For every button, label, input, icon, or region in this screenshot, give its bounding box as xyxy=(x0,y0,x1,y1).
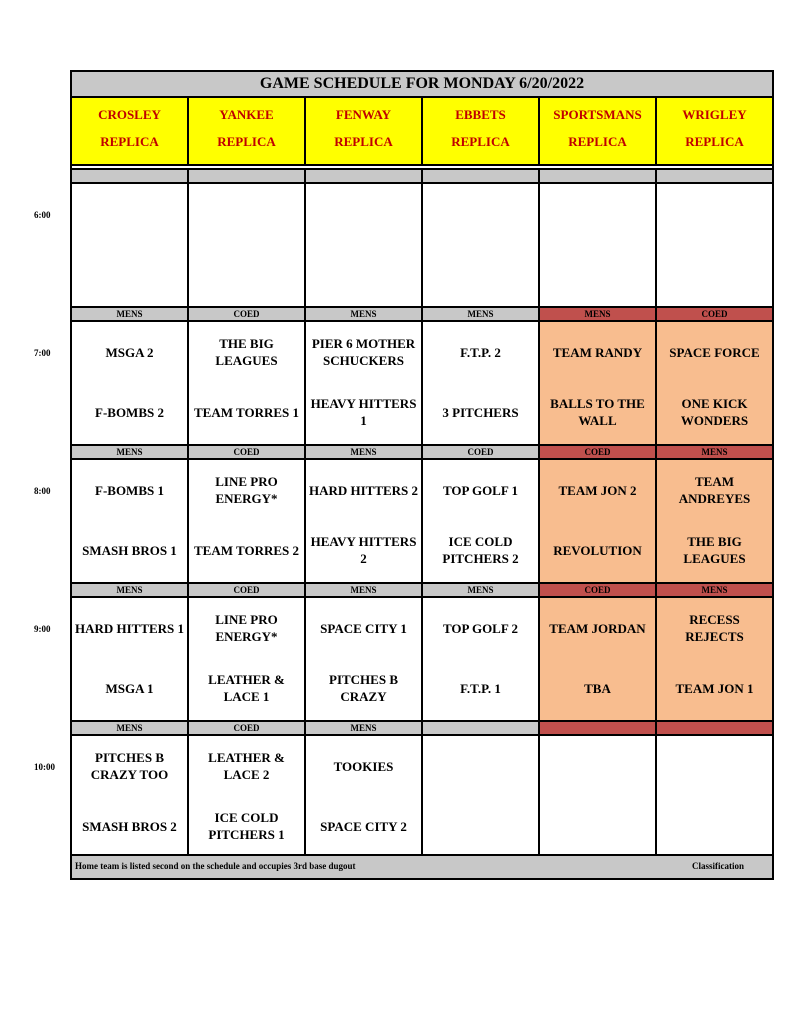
away-team: HARD HITTERS 1 xyxy=(74,620,185,636)
footer-note: Home team is listed second on the schedule and occupies 3rd base dugout xyxy=(75,861,356,871)
away-team: TEAM JORDAN xyxy=(549,620,646,636)
away-team: TEAM ANDREYES xyxy=(678,474,751,506)
time-slot-row xyxy=(72,598,772,720)
away-team xyxy=(191,188,302,240)
time-label: 8:00 xyxy=(34,486,51,496)
game-cell xyxy=(306,184,423,306)
field-header-sportsmans xyxy=(540,98,657,166)
game-cell xyxy=(657,322,772,444)
game-cell xyxy=(72,598,189,720)
game-cell xyxy=(657,598,772,720)
classification-label xyxy=(189,168,306,184)
home-team xyxy=(542,800,653,852)
game-cell xyxy=(423,460,540,582)
field-name: CROSLEY xyxy=(98,107,161,122)
away-team xyxy=(425,740,536,792)
field-header-yankee xyxy=(189,98,306,166)
away-team: RECESS REJECTS xyxy=(685,612,744,644)
game-cell xyxy=(540,598,657,720)
game-cell xyxy=(423,736,540,858)
home-team xyxy=(659,800,770,852)
schedule-sheet xyxy=(70,70,774,880)
field-name: FENWAY xyxy=(335,107,392,122)
away-team xyxy=(659,740,770,792)
page-title: GAME SCHEDULE FOR MONDAY 6/20/2022 xyxy=(72,72,772,98)
away-team: SPACE FORCE xyxy=(669,344,760,360)
away-team: LINE PRO ENERGY* xyxy=(215,612,278,644)
classification-label xyxy=(72,168,189,184)
home-team xyxy=(425,800,536,852)
classification-label xyxy=(423,720,540,736)
classification-label: MENS xyxy=(306,306,423,322)
classification-label xyxy=(306,168,423,184)
game-cell xyxy=(540,736,657,858)
home-team: TEAM TORRES 1 xyxy=(194,404,299,420)
home-team: ICE COLD PITCHERS 1 xyxy=(208,810,285,842)
home-team xyxy=(308,248,419,300)
classification-label: MENS xyxy=(657,582,772,598)
away-team xyxy=(542,740,653,792)
game-cell xyxy=(423,184,540,306)
game-cell xyxy=(189,460,306,582)
footer xyxy=(72,854,772,878)
away-team: PIER 6 MOTHER SCHUCKERS xyxy=(311,336,416,368)
classification-label: MENS xyxy=(423,306,540,322)
home-team: THE BIG LEAGUES xyxy=(683,534,746,566)
home-team: SPACE CITY 2 xyxy=(320,818,407,834)
classification-row xyxy=(72,582,772,598)
field-header-row xyxy=(72,98,772,166)
classification-label: COED xyxy=(189,720,306,736)
classification-row xyxy=(72,168,772,184)
time-label: 7:00 xyxy=(34,348,51,358)
classification-label: MENS xyxy=(657,444,772,460)
classification-legend: Classification xyxy=(691,861,744,871)
time-label: 10:00 xyxy=(34,762,55,772)
time-slot-row xyxy=(72,736,772,858)
away-team xyxy=(659,188,770,240)
time-slot-row xyxy=(72,322,772,444)
game-cell xyxy=(657,460,772,582)
classification-label xyxy=(540,720,657,736)
classification-label xyxy=(657,720,772,736)
field-header-fenway xyxy=(306,98,423,166)
away-team: TEAM JON 2 xyxy=(558,482,637,498)
home-team: F-BOMBS 2 xyxy=(95,404,164,420)
home-team: 3 PITCHERS xyxy=(442,404,519,420)
classification-label xyxy=(423,168,540,184)
field-name: WRIGLEY xyxy=(682,107,747,122)
away-team xyxy=(74,188,185,240)
home-team: TBA xyxy=(584,680,611,696)
field-name: EBBETS xyxy=(455,107,506,122)
home-team: TEAM TORRES 2 xyxy=(194,542,299,558)
time-slot-row xyxy=(72,184,772,306)
home-team xyxy=(74,248,185,300)
game-cell xyxy=(306,322,423,444)
time-label: 6:00 xyxy=(34,210,51,220)
home-team: LEATHER & LACE 1 xyxy=(208,672,285,704)
classification-label xyxy=(540,168,657,184)
field-sub: REPLICA xyxy=(217,134,276,149)
home-team: HEAVY HITTERS 1 xyxy=(310,396,417,428)
away-team xyxy=(308,188,419,240)
home-team: PITCHES B CRAZY xyxy=(329,672,398,704)
classification-label: COED xyxy=(189,582,306,598)
away-team xyxy=(425,188,536,240)
away-team: SPACE CITY 1 xyxy=(320,620,407,636)
away-team: HARD HITTERS 2 xyxy=(308,482,419,498)
away-team: TEAM RANDY xyxy=(552,344,643,360)
field-sub: REPLICA xyxy=(334,134,393,149)
away-team: F-BOMBS 1 xyxy=(95,482,164,498)
home-team xyxy=(542,248,653,300)
field-sub: REPLICA xyxy=(451,134,510,149)
classification-label: MENS xyxy=(423,582,540,598)
field-header-ebbets xyxy=(423,98,540,166)
classification-row xyxy=(72,306,772,322)
classification-label: COED xyxy=(540,444,657,460)
away-team: THE BIG LEAGUES xyxy=(215,336,278,368)
home-team: SMASH BROS 2 xyxy=(82,818,177,834)
classification-label: MENS xyxy=(72,306,189,322)
home-team: BALLS TO THE WALL xyxy=(550,396,645,428)
home-team: HEAVY HITTERS 2 xyxy=(310,534,417,566)
home-team xyxy=(191,248,302,300)
home-team: MSGA 1 xyxy=(105,680,154,696)
field-name: SPORTSMANS xyxy=(553,107,642,122)
game-cell xyxy=(72,460,189,582)
game-cell xyxy=(657,736,772,858)
time-slot-row xyxy=(72,460,772,582)
game-cell xyxy=(72,322,189,444)
game-cell xyxy=(189,598,306,720)
away-team: TOOKIES xyxy=(333,758,394,774)
field-name: YANKEE xyxy=(219,107,274,122)
away-team: TOP GOLF 2 xyxy=(442,620,519,636)
away-team: TOP GOLF 1 xyxy=(442,482,519,498)
away-team: LINE PRO ENERGY* xyxy=(215,474,278,506)
home-team: F.T.P. 1 xyxy=(460,680,501,696)
game-cell xyxy=(540,460,657,582)
field-sub: REPLICA xyxy=(100,134,159,149)
classification-label: MENS xyxy=(306,582,423,598)
field-header-wrigley xyxy=(657,98,772,166)
game-cell xyxy=(306,736,423,858)
time-label: 9:00 xyxy=(34,624,51,634)
game-cell xyxy=(189,736,306,858)
away-team: F.T.P. 2 xyxy=(460,344,501,360)
home-team: SMASH BROS 1 xyxy=(82,542,177,558)
game-cell xyxy=(306,460,423,582)
classification-label: COED xyxy=(189,444,306,460)
game-cell xyxy=(189,322,306,444)
game-cell xyxy=(72,736,189,858)
classification-label: COED xyxy=(189,306,306,322)
home-team: ICE COLD PITCHERS 2 xyxy=(442,534,519,566)
classification-label: COED xyxy=(657,306,772,322)
game-cell xyxy=(657,184,772,306)
classification-label: COED xyxy=(423,444,540,460)
classification-label xyxy=(657,168,772,184)
classification-label: MENS xyxy=(72,444,189,460)
away-team xyxy=(542,188,653,240)
home-team: ONE KICK WONDERS xyxy=(680,396,749,428)
away-team: MSGA 2 xyxy=(105,344,154,360)
home-team xyxy=(425,248,536,300)
classification-label: MENS xyxy=(306,720,423,736)
classification-label: MENS xyxy=(72,582,189,598)
game-cell xyxy=(423,322,540,444)
classification-label: MENS xyxy=(72,720,189,736)
classification-row xyxy=(72,444,772,460)
field-sub: REPLICA xyxy=(685,134,744,149)
game-cell xyxy=(423,598,540,720)
game-cell xyxy=(189,184,306,306)
classification-label: MENS xyxy=(540,306,657,322)
field-header-crosley xyxy=(72,98,189,166)
game-cell xyxy=(540,184,657,306)
game-cell xyxy=(540,322,657,444)
classification-label: COED xyxy=(540,582,657,598)
field-sub: REPLICA xyxy=(568,134,627,149)
away-team: PITCHES B CRAZY TOO xyxy=(90,750,169,782)
game-cell xyxy=(72,184,189,306)
classification-row xyxy=(72,720,772,736)
home-team: REVOLUTION xyxy=(553,542,642,558)
home-team: TEAM JON 1 xyxy=(675,680,754,696)
game-cell xyxy=(306,598,423,720)
classification-label: MENS xyxy=(306,444,423,460)
home-team xyxy=(659,248,770,300)
away-team: LEATHER & LACE 2 xyxy=(208,750,285,782)
